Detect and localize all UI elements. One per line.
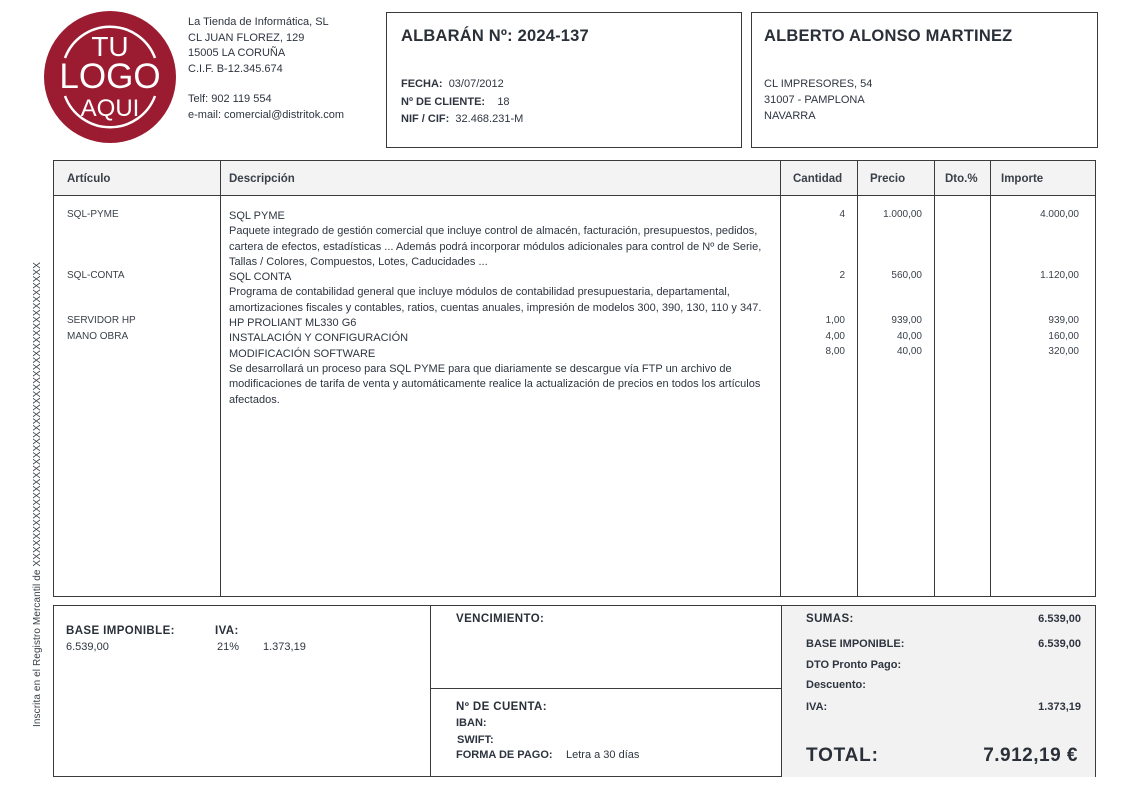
dto-pronto-pago-label: DTO Pronto Pago: [806,659,902,671]
row-importe: 160,00 [1048,331,1079,342]
date-value: 03/07/2012 [448,78,504,90]
sumas-label: SUMAS: [806,613,854,625]
row-articulo: MANO OBRA [67,331,129,342]
row-importe: 939,00 [1048,315,1079,326]
header-importe: Importe [1001,173,1044,185]
description-line: cartera de efectos, estadísticas ... Además podrá incorporar módulos adicionales para control de Nº de Serie, [229,240,762,253]
totals-box [781,605,1096,777]
row-precio: 560,00 [891,270,922,281]
company-info [188,15,344,123]
row-cantidad: 4 [839,209,845,220]
totals-iva-label: IVA: [806,701,828,713]
description-line: modificaciones de tarifa de venta y automáticamente realice la actualización de precios en todos los artículos [229,378,761,391]
description-line: MODIFICACIÓN SOFTWARE [229,347,376,360]
account-number-label: Nº DE CUENTA: [456,701,547,713]
svg-text:TU: TU [91,31,129,62]
tax-summary-box [53,605,431,777]
row-precio: 40,00 [896,346,922,357]
header-articulo: Artículo [67,173,111,185]
row-cantidad: 4,00 [825,331,845,342]
client-number-value: 18 [497,95,510,108]
header-descripcion: Descripción [229,173,295,185]
description-line: Se desarrollará un proceso para SQL PYME para que diariamente se descargue vía FTP un archivo de [229,362,732,375]
date-label: FECHA: [401,78,443,90]
company-city: 15005 LA CORUÑA [188,47,286,59]
iva-rate: 21% [217,641,240,653]
description-line: HP PROLIANT ML330 G6 [229,317,357,330]
company-logo [43,10,177,144]
base-imponible-label: BASE IMPONIBLE: [66,625,175,637]
table-header [54,161,1095,196]
header-precio: Precio [870,173,906,185]
client-city: 31007 - PAMPLONA [764,94,865,106]
totals-iva-value: 1.373,19 [1038,701,1081,713]
iva-label: IVA: [215,625,239,637]
description-line: SQL CONTA [229,271,292,284]
totals-base-value: 6.539,00 [1038,638,1081,650]
row-importe: 4.000,00 [1040,209,1079,220]
row-articulo: SQL-CONTA [67,270,125,281]
sumas-value: 6.539,00 [1038,613,1081,625]
document-info-box [386,12,742,148]
header-cantidad: Cantidad [793,173,843,185]
description-line: SQL PYME [229,210,285,222]
row-precio: 1.000,00 [883,209,922,220]
description-line: amortizaciones fiscales y contables, ratios, cuentas anuales, impresión de modelos 300, 390, 130, 110 y 347. [229,301,762,314]
payment-method-value: Letra a 30 días [566,749,640,761]
row-cantidad: 1,00 [825,315,845,326]
swift-label: SWIFT: [457,734,494,746]
company-address: CL JUAN FLOREZ, 129 [188,31,305,44]
row-precio: 40,00 [896,331,922,342]
logo-badge-icon [43,10,177,144]
header-dto: Dto.% [945,173,978,185]
row-precio: 939,00 [891,315,922,326]
description-line: Paquete integrado de gestión comercial que incluye control de almacén, facturación, presupuestos, pedidos, [229,225,758,238]
description-column [229,209,774,408]
row-cantidad: 8,00 [825,346,845,357]
description-line: Tallas / Colores, Compuestos, Lotes, Caducidades ... [229,255,488,268]
base-imponible-value: 6.539,00 [66,641,109,653]
row-articulo: SQL-PYME [67,209,119,220]
vencimiento-label: VENCIMIENTO: [456,613,545,625]
svg-text:AQUI: AQUI [80,95,140,122]
client-info-box [751,12,1098,148]
svg-text:LOGO: LOGO [59,57,161,96]
description-line: INSTALACIÓN Y CONFIGURACIÓN [229,332,409,345]
client-name: ALBERTO ALONSO MARTINEZ [764,27,1013,45]
payment-box [430,605,782,777]
row-cantidad: 2 [839,270,845,281]
items-table [53,160,1096,597]
client-province: NAVARRA [764,110,816,122]
descuento-label: Descuento: [806,679,866,691]
company-name: La Tienda de Informática, SL [188,16,329,28]
row-articulo: SERVIDOR HP [67,315,136,326]
total-value: 7.912,19 € [983,745,1078,766]
description-line: Programa de contabilidad general que incluye módulos de contabilidad presupuestaria, departamental, [229,286,730,299]
company-phone: Telf: 902 119 554 [188,93,272,105]
row-importe: 1.120,00 [1040,270,1079,281]
company-cif: C.I.F. B-12.345.674 [188,62,283,75]
total-label: TOTAL: [806,745,879,766]
payment-method-label: FORMA DE PAGO: [456,749,553,761]
document-title: ALBARÁN Nº: 2024-137 [401,27,589,45]
payment-divider [431,688,781,689]
nif-label: NIF / CIF: [401,113,450,125]
registry-note: Inscrita en el Registro Mercantil de XXXXXXXXXXXXXXXXXXXXXXXXXXXXXXXXXXXXXXXXXXXXX [32,261,43,727]
iva-value: 1.373,19 [263,641,306,653]
description-line: afectados. [229,393,280,406]
client-address: CL IMPRESORES, 54 [764,78,873,90]
totals-base-label: BASE IMPONIBLE: [806,638,905,650]
nif-value: 32.468.231-M [455,113,524,125]
company-email: e-mail: comercial@distritok.com [188,108,345,121]
iban-label: IBAN: [456,717,487,729]
row-importe: 320,00 [1048,346,1079,357]
client-number-label: Nº DE CLIENTE: [401,95,486,108]
